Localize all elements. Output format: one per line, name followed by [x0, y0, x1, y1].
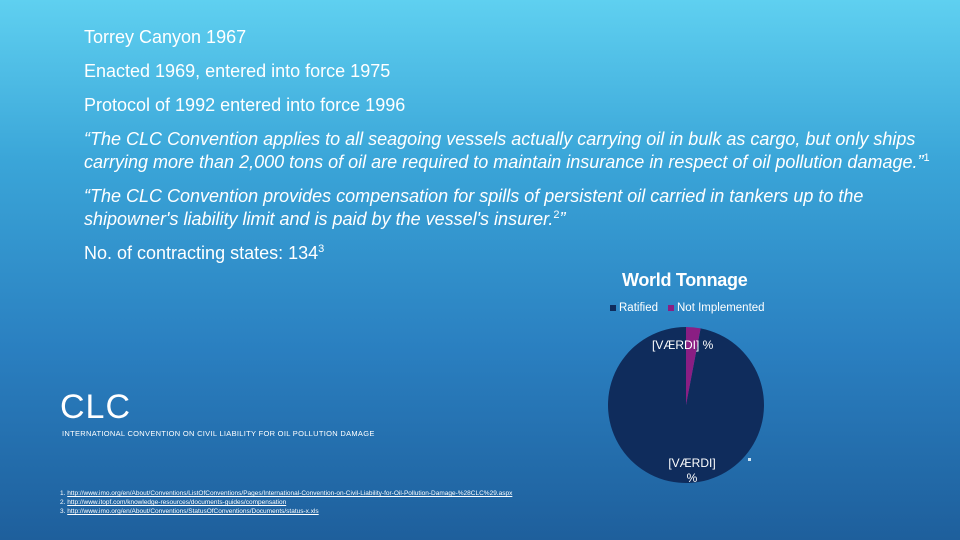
bullet-list — [56, 26, 956, 276]
section-subtitle: INTERNATIONAL CONVENTION ON CIVIL LIABILITY FOR OIL POLLUTION DAMAGE — [62, 429, 375, 438]
chart-title: World Tonnage — [622, 270, 748, 290]
footnote-item: 3. http://www.imo.org/en/About/Conventions/StatusOfConventions/Documents/status-x.xls — [60, 508, 319, 515]
bullet-item: “The CLC Convention applies to all seagoing vessels actually carrying oil in bulk as cargo, but only ships carrying more than 2,000 tons of oil are required to maintain insurance in respect of oil pollution damage.”$^1$ — [84, 129, 930, 172]
footnote-item: 2. http://www.itopf.com/knowledge-resources/documents-guides/compensation — [60, 499, 287, 506]
bullet-item: Enacted 1969, entered into force 1975 — [84, 61, 391, 81]
bullet-item: Torrey Canyon 1967 — [84, 27, 247, 47]
legend-item-ratified: Ratified — [610, 302, 658, 314]
footnote-link[interactable]: http://www.itopf.com/knowledge-resources/documents-guides/compensation — [67, 499, 287, 506]
footnote-link[interactable]: http://www.imo.org/en/About/Conventions/ListOfConventions/Pages/International-Convention-on-Civil-Liability-for-Oil-Pollution-Damage-%28CLC%29.aspx — [67, 490, 513, 497]
bullet-item: No. of contracting states: $134^3$ — [84, 243, 325, 263]
footnote-ref: 2 — [553, 209, 560, 221]
footnote-ref: 1 — [923, 152, 930, 164]
legend-item-not-implemented: Not Implemented — [668, 302, 765, 314]
pie-data-label-large: [VÆRDI] % — [668, 456, 716, 485]
footnote-ref: 3 — [318, 243, 325, 255]
footnotes — [60, 489, 512, 516]
section-title: CLC — [60, 388, 132, 426]
legend-swatch — [610, 305, 616, 311]
footnote-item: 1. http://www.imo.org/en/About/Conventions/ListOfConventions/Pages/International-Convention-on-Civil-Liability-for-Oil-Pollution-Damage-%28CLC%29.aspx — [60, 490, 513, 497]
pie-data-label-small: [VÆRDI] % — [652, 338, 714, 352]
chart-legend — [610, 302, 765, 314]
bullet-item: “The CLC Convention provides compensation for spills of persistent oil carried in tankers up to the shipowner's liability limit and is paid by the vessel's insurer.$^2$” — [84, 186, 864, 229]
bullet-item: Protocol of 1992 entered into force 1996 — [84, 95, 406, 115]
decorative-dot — [748, 458, 751, 461]
footnote-link[interactable]: http://www.imo.org/en/About/Conventions/StatusOfConventions/Documents/status-x.xls — [67, 508, 319, 515]
legend-swatch — [668, 305, 674, 311]
